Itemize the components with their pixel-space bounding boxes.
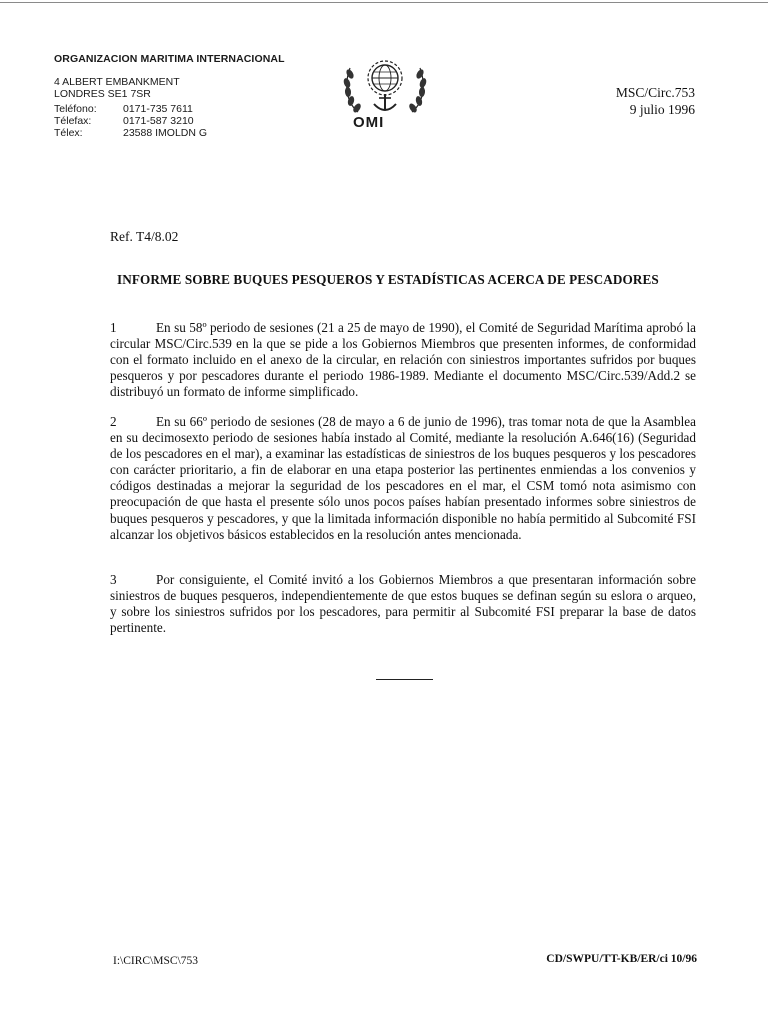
circular-date: 9 julio 1996 bbox=[629, 102, 695, 117]
contact-value: 0171-735 7611 bbox=[123, 103, 193, 115]
top-border-line bbox=[0, 2, 768, 3]
contact-label: Télefax: bbox=[54, 115, 92, 127]
file-path-footer: I:\CIRC\MSC\753 bbox=[113, 955, 198, 967]
address-line-2: LONDRES SE1 7SR bbox=[54, 88, 151, 100]
contact-row-telex bbox=[54, 127, 285, 139]
contact-value: 23588 IMOLDN G bbox=[123, 127, 208, 139]
contact-row-fax bbox=[54, 115, 285, 127]
paragraph-number: 3 bbox=[110, 572, 117, 587]
imo-emblem-icon bbox=[336, 52, 434, 132]
paragraph-text: Por consiguiente, el Comité invitó a los Gobiernos Miembros a que presentaran información sobre siniestros de buques pesqueros, independientemente de que estos buques se definan según su eslora o arqueo, y sobre los siniestros sufridos por los pescadores, para permitir al Subcomité FSI preparar la base de datos pertinente. bbox=[110, 572, 696, 636]
paragraph-number: 1 bbox=[110, 320, 117, 335]
paragraph-text: En su 58º periodo de sesiones (21 a 25 de mayo de 1990), el Comité de Seguridad Marítima aprobó la circular MSC/Circ.539 en la que se pide a los Gobiernos Miembros que presenten informes, de conformidad con el formato incluido en el anexo de la circular, en relación con siniestros importantes sufridos por buques pesqueros y por pescadores durante el periodo 1986-1989. Mediante el documento MSC/Circ.539/Add.2 se distribuyó un formato de informe simplificado. bbox=[110, 320, 696, 400]
contact-label: Télex: bbox=[54, 127, 83, 139]
circular-reference-block bbox=[616, 84, 695, 118]
letterhead-address-block bbox=[54, 53, 285, 139]
document-code-footer: CD/SWPU/TT-KB/ER/ci 10/96 bbox=[546, 953, 697, 965]
circular-number: MSC/Circ.753 bbox=[615, 85, 695, 100]
document-title: INFORME SOBRE BUQUES PESQUEROS Y ESTADÍSTICAS ACERCA DE PESCADORES bbox=[117, 272, 659, 287]
logo-acronym: OMI bbox=[353, 114, 385, 131]
paragraph-3 bbox=[110, 572, 696, 636]
address-line-1: 4 ALBERT EMBANKMENT bbox=[54, 76, 180, 88]
contact-label: Teléfono: bbox=[54, 103, 97, 115]
paragraph-1 bbox=[110, 320, 696, 400]
contact-value: 0171-587 3210 bbox=[123, 115, 194, 127]
paragraph-2 bbox=[110, 414, 696, 543]
organization-name: ORGANIZACION MARITIMA INTERNACIONAL bbox=[54, 53, 285, 65]
contact-list bbox=[54, 103, 285, 139]
end-of-text-rule bbox=[376, 679, 433, 680]
contact-row-phone bbox=[54, 103, 285, 115]
paragraph-text: En su 66º periodo de sesiones (28 de mayo a 6 de junio de 1996), tras tomar nota de que la Asamblea en su decimosexto periodo de sesiones había instado al Comité, mediante la resolución A.646(16) (Seguridad de los pescadores en el mar), a examinar las estadísticas de siniestros de los buques pesqueros y los pescadores con carácter prioritario, a fin de elaborar en una etapa posterior las pertinentes enmiendas a los convenios y códigos destinadas a mejorar la seguridad de los pescadores en el mar, el CSM tomó nota asimismo con preocupación de que hasta el presente sólo unos pocos países habían presentado informes sobre siniestros de buques pesqueros y pescadores, y que la limitada información disponible no había permitido al Subcomité FSI alcanzar los objetivos básicos establecidos en la resolución antes mencionada. bbox=[110, 414, 696, 542]
reference-code: Ref. T4/8.02 bbox=[110, 229, 179, 244]
paragraph-number: 2 bbox=[110, 414, 117, 429]
